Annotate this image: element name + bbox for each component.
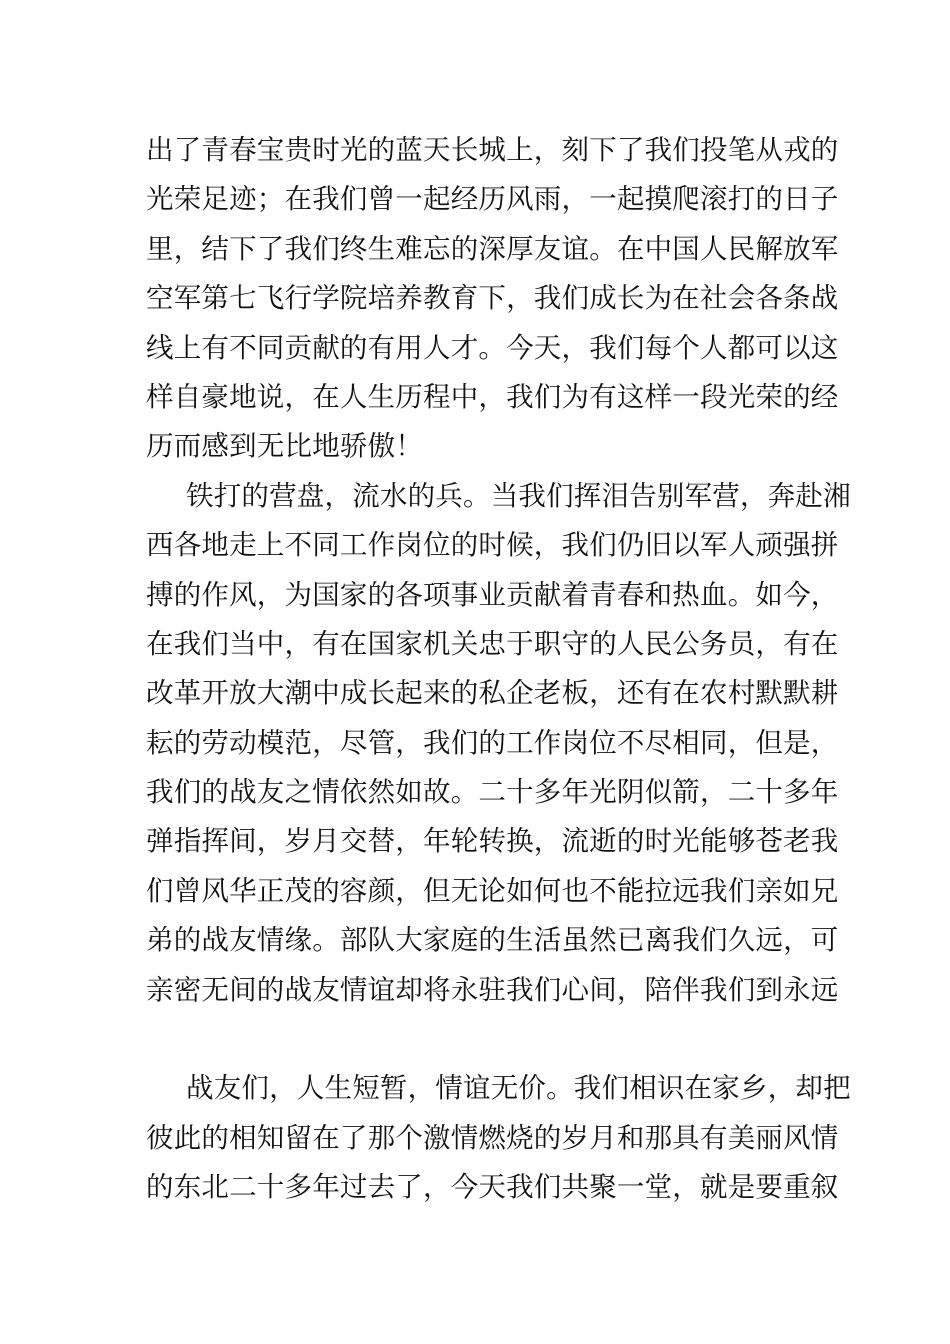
paragraph-3-line-2: 彼此的相知留在了那个激情燃烧的岁月和那具有美丽风情 bbox=[146, 1121, 839, 1154]
paragraph-3-line-3: 的东北二十多年过去了，今天我们共聚一堂，就是要重叙 bbox=[146, 1171, 839, 1204]
paragraph-2-line-8: 弹指挥间，岁月交替，年轮转换，流逝的时光能够苍老我 bbox=[146, 825, 839, 858]
paragraph-2-line-6: 耘的劳动模范，尽管，我们的工作岗位不尽相同，但是， bbox=[146, 726, 839, 759]
paragraph-2-line-9: 们曾风华正茂的容颜，但无论如何也不能拉远我们亲如兄 bbox=[146, 874, 839, 907]
paragraph-2-line-7: 我们的战友之情依然如故。二十多年光阴似箭，二十多年 bbox=[146, 776, 839, 809]
paragraph-1-line-5: 线上有不同贡献的有用人才。今天，我们每个人都可以这 bbox=[146, 331, 839, 364]
document-body bbox=[146, 126, 851, 1213]
paragraph-1-line-3: 里，结下了我们终生难忘的深厚友谊。在中国人民解放军 bbox=[146, 232, 839, 265]
paragraph-1-line-6: 样自豪地说，在人生历程中，我们为有这样一段光荣的经 bbox=[146, 380, 839, 413]
paragraph-2-line-5: 改革开放大潮中成长起来的私企老板，还有在农村默默耕 bbox=[146, 677, 839, 710]
paragraph-2-line-4: 在我们当中，有在国家机关忠于职守的人民公务员，有在 bbox=[146, 627, 839, 660]
paragraph-1-line-1: 出了青春宝贵时光的蓝天长城上，刻下了我们投笔从戎的 bbox=[146, 134, 839, 166]
paragraph-2-line-10: 弟的战友情缘。部队大家庭的生活虽然已离我们久远，可 bbox=[146, 924, 839, 957]
paragraph-gap bbox=[146, 1015, 810, 1064]
paragraph-3-line-1: 战友们，人生短暂，情谊无价。我们相识在家乡，却把 bbox=[186, 1072, 851, 1105]
paragraph-1-line-7: 历而感到无比地骄傲！ bbox=[146, 430, 423, 463]
paragraph-2-line-2: 西各地走上不同工作岗位的时候，我们仍旧以军人顽强拼 bbox=[146, 529, 839, 562]
paragraph-2-line-3: 搏的作风，为国家的各项事业贡献着青春和热血。如今， bbox=[146, 578, 839, 611]
paragraph-1-line-4: 空军第七飞行学院培养教育下，我们成长为在社会各条战 bbox=[146, 282, 839, 315]
paragraph-1-line-2: 光荣足迹；在我们曾一起经历风雨，一起摸爬滚打的日子 bbox=[146, 183, 839, 216]
paragraph-2-line-11: 亲密无间的战友情谊却将永驻我们心间，陪伴我们到永远 bbox=[146, 973, 839, 1006]
paragraph-2-line-1: 铁打的营盘，流水的兵。当我们挥泪告别军营，奔赴湘 bbox=[186, 479, 851, 512]
